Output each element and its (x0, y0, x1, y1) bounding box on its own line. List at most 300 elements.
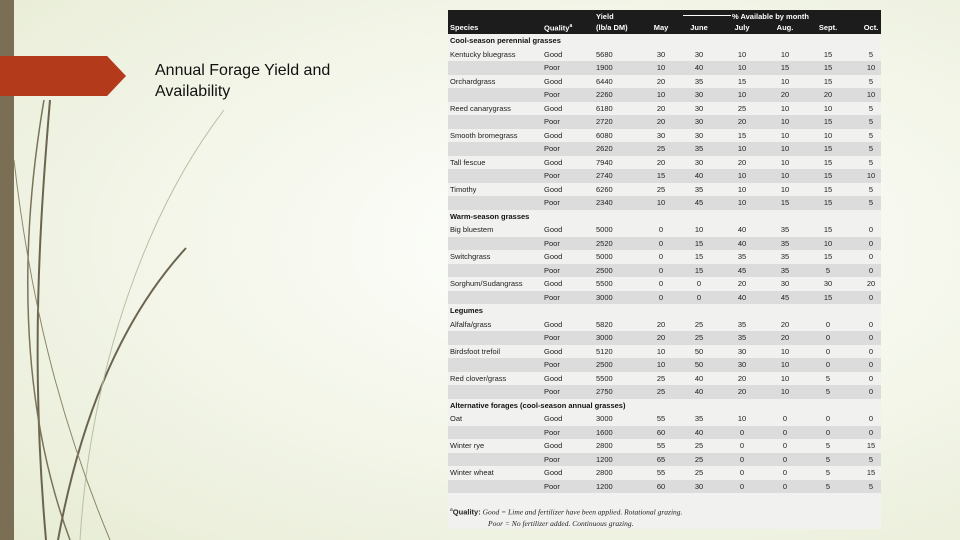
month-cell: 10 (737, 184, 747, 194)
month-cell: 10 (780, 49, 790, 59)
table-row (448, 75, 881, 89)
month-cell: 15 (823, 63, 833, 72)
month-cell: 50 (694, 346, 704, 356)
yield-cell: 5000 (596, 225, 613, 234)
yield-cell: 2720 (596, 117, 613, 126)
month-cell: 15 (737, 130, 747, 140)
month-cell: 15 (780, 198, 790, 207)
month-cell: 10 (823, 103, 833, 113)
group-heading: Warm-season grasses (450, 211, 530, 221)
month-cell: 0 (782, 468, 788, 477)
month-cell: 0 (782, 414, 788, 423)
month-cell: 35 (780, 238, 790, 248)
month-cell: 5 (825, 373, 831, 383)
header-month: Oct. (863, 23, 879, 32)
month-cell: 10 (656, 63, 666, 72)
table-row (448, 439, 881, 453)
table-header (448, 10, 881, 34)
quality-footnote: $^a$Quality: Good = Lime and fertilizer have been applied. Rotational grazing. Poor = No fertilizer added. Continuous grazing. (450, 506, 683, 528)
quality-cell: Poor (544, 171, 560, 180)
month-cell: 30 (780, 279, 790, 288)
month-cell: 0 (825, 360, 831, 369)
month-cell: 0 (658, 252, 664, 261)
header-month: July (734, 23, 750, 32)
month-cell: 30 (823, 279, 833, 288)
month-cell: 20 (737, 157, 747, 167)
yield-cell: 5820 (596, 319, 613, 329)
month-cell: 0 (782, 481, 788, 491)
quality-cell: Poor (544, 198, 560, 207)
species-cell: Smooth bromegrass (450, 130, 518, 140)
table-row (448, 453, 881, 467)
month-cell: 15 (823, 144, 833, 153)
header-month: Aug. (776, 23, 794, 32)
month-cell: 20 (780, 319, 790, 329)
table-row (448, 169, 881, 183)
month-cell: 15 (823, 76, 833, 86)
month-cell: 15 (823, 171, 833, 180)
quality-cell: Good (544, 414, 563, 423)
month-cell: 20 (656, 117, 666, 126)
month-cell: 5 (868, 144, 874, 153)
table-row (448, 102, 881, 116)
species-cell: Tall fescue (450, 157, 486, 167)
month-cell: 40 (694, 63, 704, 72)
species-cell: Switchgrass (450, 252, 491, 261)
month-cell: 30 (694, 117, 704, 126)
month-cell: 0 (868, 387, 874, 396)
month-cell: 40 (694, 373, 704, 383)
quality-cell: Good (544, 346, 563, 356)
month-cell: 5 (825, 468, 831, 477)
quality-cell: Poor (544, 117, 560, 126)
month-cell: 10 (780, 387, 790, 396)
table-row (448, 277, 881, 291)
yield-cell: 2800 (596, 468, 613, 477)
month-cell: 10 (823, 130, 833, 140)
quality-cell: Poor (544, 333, 560, 342)
month-cell: 40 (694, 171, 704, 180)
quality-cell: Poor (544, 360, 560, 369)
month-cell: 20 (737, 279, 747, 288)
group-heading: Alternative forages (cool-season annual grasses) (450, 400, 626, 410)
month-cell: 40 (694, 387, 704, 396)
month-cell: 10 (737, 144, 747, 153)
month-cell: 25 (737, 103, 747, 113)
species-cell: Red clover/grass (450, 373, 507, 383)
month-cell: 0 (658, 225, 664, 234)
month-cell: 20 (737, 117, 747, 126)
month-cell: 20 (656, 319, 666, 329)
month-cell: 50 (694, 360, 704, 369)
month-cell: 0 (868, 373, 874, 383)
yield-cell: 2500 (596, 360, 613, 369)
month-cell: 45 (694, 198, 704, 207)
month-cell: 5 (868, 76, 874, 86)
month-cell: 0 (868, 414, 874, 423)
header-yield: Yield (596, 12, 614, 21)
month-cell: 35 (780, 252, 790, 261)
month-cell: 15 (823, 49, 833, 59)
month-cell: 40 (737, 225, 747, 234)
month-cell: 15 (823, 198, 833, 207)
month-cell: 5 (825, 265, 831, 275)
quality-cell: Poor (544, 292, 560, 302)
quality-cell: Good (544, 319, 563, 329)
header-yield-unit: (lb/a DM) (596, 23, 628, 32)
month-cell: 5 (868, 157, 874, 167)
quality-cell: Poor (544, 454, 560, 464)
month-cell: 15 (823, 225, 833, 234)
month-cell: 0 (782, 427, 788, 437)
month-cell: 10 (823, 238, 833, 248)
month-cell: 0 (739, 481, 745, 491)
month-cell: 30 (694, 103, 704, 113)
month-cell: 20 (737, 373, 747, 383)
month-cell: 0 (782, 454, 788, 464)
month-cell: 10 (737, 414, 747, 423)
header-quality: Quality$^a$ (544, 23, 573, 33)
table-row (448, 358, 881, 372)
yield-cell: 3000 (596, 292, 613, 302)
quality-cell: Good (544, 468, 563, 477)
month-cell: 0 (868, 238, 874, 248)
species-cell: Alfalfa/grass (450, 319, 492, 329)
yield-cell: 6080 (596, 130, 613, 140)
month-cell: 25 (694, 454, 704, 464)
month-cell: 35 (737, 319, 747, 329)
yield-cell: 6260 (596, 184, 613, 194)
species-cell: Birdsfoot trefoil (450, 346, 501, 356)
month-cell: 55 (656, 468, 666, 477)
yield-cell: 2740 (596, 171, 613, 180)
quality-cell: Good (544, 103, 563, 113)
month-cell: 25 (656, 387, 666, 396)
quality-cell: Poor (544, 481, 560, 491)
month-cell: 0 (658, 238, 664, 248)
month-cell: 10 (780, 130, 790, 140)
month-cell: 25 (694, 468, 704, 477)
month-cell: 20 (823, 90, 833, 99)
month-cell: 10 (694, 225, 704, 234)
month-cell: 0 (658, 265, 664, 275)
table-row (448, 88, 881, 102)
species-cell: Big bluestem (450, 225, 494, 234)
month-cell: 10 (656, 198, 666, 207)
header-available: % Available by month (732, 12, 809, 21)
quality-cell: Poor (544, 387, 560, 396)
month-cell: 5 (868, 481, 874, 491)
species-cell: Sorghum/Sudangrass (450, 279, 523, 288)
month-cell: 10 (737, 198, 747, 207)
slide-title: Annual Forage Yield and Availability (155, 62, 331, 100)
table-row (448, 372, 881, 386)
title-accent-tab (0, 56, 126, 96)
month-cell: 5 (825, 387, 831, 396)
month-cell: 30 (694, 481, 704, 491)
month-cell: 10 (737, 49, 747, 59)
month-cell: 10 (866, 90, 876, 99)
species-cell: Winter rye (450, 441, 485, 450)
month-cell: 5 (868, 117, 874, 126)
month-cell: 30 (656, 130, 666, 140)
month-cell: 0 (868, 252, 874, 261)
yield-cell: 3000 (596, 414, 613, 423)
month-cell: 0 (868, 292, 874, 302)
month-cell: 40 (737, 292, 747, 302)
header-month: Sept. (818, 23, 838, 32)
quality-cell: Good (544, 225, 563, 234)
month-cell: 35 (737, 252, 747, 261)
month-cell: 30 (694, 49, 704, 59)
month-cell: 10 (780, 373, 790, 383)
yield-cell: 5000 (596, 252, 613, 261)
month-cell: 5 (868, 198, 874, 207)
month-cell: 10 (656, 90, 666, 99)
table-row (448, 480, 881, 494)
month-cell: 35 (694, 76, 704, 86)
header-month: May (653, 23, 669, 32)
table-row (448, 318, 881, 332)
month-cell: 30 (656, 49, 666, 59)
month-cell: 25 (656, 184, 666, 194)
yield-cell: 2800 (596, 441, 613, 450)
yield-cell: 3000 (596, 333, 613, 342)
month-cell: 15 (823, 292, 833, 302)
header-species: Species (450, 23, 479, 32)
month-cell: 20 (656, 157, 666, 167)
month-cell: 15 (866, 468, 876, 477)
yield-cell: 2340 (596, 198, 613, 207)
month-cell: 10 (780, 144, 790, 153)
yield-cell: 6440 (596, 76, 613, 86)
yield-cell: 2620 (596, 144, 613, 153)
table-body (448, 34, 881, 493)
month-cell: 10 (780, 157, 790, 167)
month-cell: 0 (868, 346, 874, 356)
month-cell: 0 (868, 360, 874, 369)
month-cell: 20 (780, 90, 790, 99)
month-cell: 0 (825, 414, 831, 423)
yield-cell: 5120 (596, 346, 613, 356)
month-cell: 40 (694, 427, 704, 437)
month-cell: 15 (694, 252, 704, 261)
yield-cell: 2260 (596, 90, 613, 99)
month-cell: 20 (866, 279, 876, 288)
yield-cell: 5680 (596, 49, 613, 59)
month-cell: 5 (868, 184, 874, 194)
month-cell: 30 (694, 130, 704, 140)
month-cell: 30 (694, 90, 704, 99)
group-heading: Cool-season perennial grasses (450, 36, 561, 45)
month-cell: 15 (694, 238, 704, 248)
month-cell: 15 (823, 184, 833, 194)
month-cell: 20 (656, 76, 666, 86)
month-cell: 5 (825, 454, 831, 464)
month-cell: 15 (737, 76, 747, 86)
month-cell: 55 (656, 441, 666, 450)
yield-cell: 6180 (596, 103, 613, 113)
month-cell: 35 (780, 265, 790, 275)
group-heading: Legumes (450, 306, 483, 315)
month-cell: 0 (739, 441, 745, 450)
table-row (448, 331, 881, 345)
quality-cell: Good (544, 76, 563, 86)
species-cell: Timothy (450, 184, 477, 194)
month-cell: 10 (737, 171, 747, 180)
month-cell: 0 (868, 427, 874, 437)
yield-cell: 1600 (596, 427, 613, 437)
month-cell: 10 (780, 360, 790, 369)
month-cell: 5 (825, 481, 831, 491)
month-cell: 40 (737, 238, 747, 248)
month-cell: 15 (694, 265, 704, 275)
month-cell: 55 (656, 414, 666, 423)
month-cell: 10 (780, 184, 790, 194)
month-cell: 60 (656, 481, 666, 491)
month-cell: 30 (737, 346, 747, 356)
month-cell: 30 (694, 157, 704, 167)
quality-cell: Poor (544, 238, 560, 248)
quality-cell: Good (544, 130, 563, 140)
month-cell: 45 (737, 265, 747, 275)
month-cell: 0 (658, 279, 664, 288)
month-cell: 10 (780, 346, 790, 356)
month-cell: 0 (739, 454, 745, 464)
month-cell: 10 (656, 360, 666, 369)
month-cell: 0 (825, 346, 831, 356)
month-cell: 65 (656, 454, 666, 464)
header-rule (683, 15, 731, 16)
yield-cell: 5500 (596, 279, 613, 288)
yield-cell: 1200 (596, 481, 613, 491)
table-row (448, 426, 881, 440)
quality-cell: Good (544, 49, 563, 59)
month-cell: 5 (868, 130, 874, 140)
yield-cell: 2520 (596, 238, 613, 248)
species-cell: Reed canarygrass (450, 103, 511, 113)
month-cell: 25 (694, 319, 704, 329)
month-cell: 0 (868, 319, 874, 329)
table-row (448, 345, 881, 359)
month-cell: 10 (780, 103, 790, 113)
table-row (448, 250, 881, 264)
month-cell: 0 (658, 292, 664, 302)
quality-cell: Good (544, 279, 563, 288)
month-cell: 35 (694, 184, 704, 194)
month-cell: 0 (868, 265, 874, 275)
month-cell: 10 (780, 117, 790, 126)
month-cell: 5 (825, 441, 831, 450)
month-cell: 10 (866, 63, 876, 72)
quality-cell: Good (544, 184, 563, 194)
month-cell: 25 (656, 373, 666, 383)
month-cell: 35 (694, 144, 704, 153)
table-row (448, 291, 881, 305)
month-cell: 0 (739, 427, 745, 437)
month-cell: 25 (694, 333, 704, 342)
table-row (448, 466, 881, 480)
table-row (448, 156, 881, 170)
species-cell: Winter wheat (450, 468, 494, 477)
quality-cell: Poor (544, 90, 560, 99)
table-row (448, 264, 881, 278)
month-cell: 0 (782, 441, 788, 450)
table-row (448, 237, 881, 251)
month-cell: 15 (823, 157, 833, 167)
quality-cell: Poor (544, 427, 560, 437)
month-cell: 45 (780, 292, 790, 302)
forage-table (448, 10, 881, 529)
species-cell: Orchardgrass (450, 76, 496, 86)
month-cell: 10 (866, 171, 876, 180)
quality-cell: Poor (544, 144, 560, 153)
month-cell: 20 (656, 103, 666, 113)
table-row (448, 129, 881, 143)
month-cell: 10 (780, 76, 790, 86)
month-cell: 20 (780, 333, 790, 342)
quality-cell: Good (544, 252, 563, 261)
species-cell: Kentucky bluegrass (450, 49, 516, 59)
month-cell: 0 (696, 279, 702, 288)
species-cell: Oat (450, 414, 463, 423)
header-month: June (690, 23, 708, 32)
month-cell: 20 (656, 333, 666, 342)
table-row (448, 196, 881, 210)
month-cell: 10 (737, 63, 747, 72)
table-row (448, 385, 881, 399)
month-cell: 0 (696, 292, 702, 302)
table-row (448, 183, 881, 197)
month-cell: 10 (656, 346, 666, 356)
month-cell: 5 (868, 49, 874, 59)
month-cell: 30 (737, 360, 747, 369)
quality-cell: Good (544, 441, 563, 450)
table-row (448, 223, 881, 237)
table-row (448, 48, 881, 62)
quality-cell: Poor (544, 63, 560, 72)
yield-cell: 1200 (596, 454, 613, 464)
quality-cell: Poor (544, 265, 560, 275)
month-cell: 35 (694, 414, 704, 423)
yield-cell: 2500 (596, 265, 613, 275)
quality-cell: Good (544, 373, 563, 383)
month-cell: 15 (780, 63, 790, 72)
month-cell: 60 (656, 427, 666, 437)
month-cell: 15 (823, 117, 833, 126)
yield-cell: 7940 (596, 157, 613, 167)
table-row (448, 142, 881, 156)
yield-cell: 1900 (596, 63, 613, 72)
table-row (448, 412, 881, 426)
table-row (448, 61, 881, 75)
yield-cell: 5500 (596, 373, 613, 383)
month-cell: 20 (737, 387, 747, 396)
month-cell: 25 (694, 441, 704, 450)
quality-cell: Good (544, 157, 563, 167)
table-row (448, 115, 881, 129)
month-cell: 10 (780, 171, 790, 180)
month-cell: 15 (866, 441, 876, 450)
month-cell: 5 (868, 454, 874, 464)
month-cell: 5 (868, 103, 874, 113)
month-cell: 0 (739, 468, 745, 477)
month-cell: 35 (780, 225, 790, 234)
month-cell: 0 (868, 225, 874, 234)
month-cell: 0 (825, 319, 831, 329)
month-cell: 15 (823, 252, 833, 261)
month-cell: 0 (825, 333, 831, 342)
